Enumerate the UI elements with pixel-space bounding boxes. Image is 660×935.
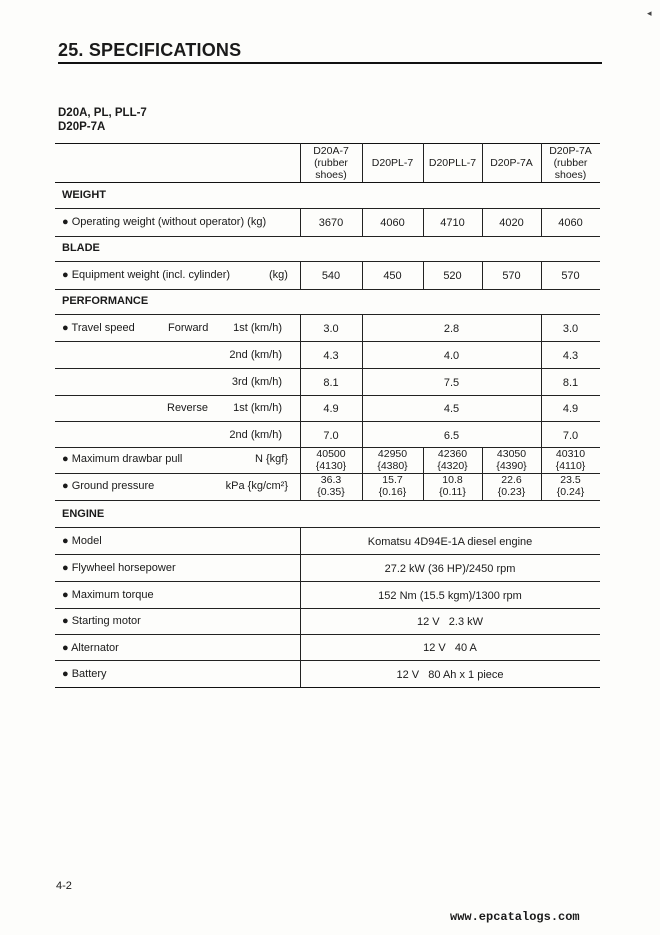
speed-value: 8.1 (562, 377, 579, 389)
models-line-1: D20A, PL, PLL-7 (58, 107, 147, 119)
rule (55, 143, 600, 144)
speed-value: 3.0 (562, 323, 579, 335)
rule (55, 687, 600, 688)
travel-reverse-label: Reverse (167, 402, 208, 414)
page-title: 25. SPECIFICATIONS (58, 40, 242, 60)
header-d20a-7 (300, 145, 362, 181)
footer-url[interactable]: www.epcatalogs.com (450, 910, 580, 924)
speed-value: 4.9 (323, 403, 339, 415)
starting-motor-label: ● Starting motor (62, 615, 141, 627)
section-engine: ENGINE (62, 508, 105, 520)
value-line: {0.11} (439, 486, 466, 498)
value-line: {0.24} (556, 486, 585, 498)
header-d20pl-7: D20PL-7 (371, 157, 414, 169)
rule (55, 608, 600, 609)
drawbar-unit: N {kgf} (254, 453, 288, 465)
rule (55, 341, 600, 342)
value-line: {4390} (496, 460, 527, 472)
operating-weight-value: 3670 (318, 217, 344, 229)
speed-value: 3.0 (323, 323, 339, 335)
equipment-weight-value: 450 (383, 270, 402, 282)
value-line: {4380} (377, 460, 408, 472)
max-torque-value: 152 Nm (15.5 kgm)/1300 rpm (378, 590, 522, 602)
section-performance: PERFORMANCE (62, 295, 149, 307)
rule (55, 289, 600, 290)
engine-model-value: Komatsu 4D94E-1A diesel engine (367, 536, 533, 548)
speed-value: 4.0 (443, 350, 460, 362)
equipment-weight-value: 570 (561, 270, 580, 282)
ground-pressure-value (300, 474, 362, 498)
header-d20pll-7: D20PLL-7 (428, 157, 477, 169)
ground-pressure-label: ● Ground pressure (62, 480, 155, 492)
header-text: D20A-7 (313, 145, 349, 157)
operating-weight-value: 4060 (380, 217, 405, 229)
value-line: {4320} (437, 460, 468, 472)
header-d20p-7a: D20P-7A (490, 157, 533, 169)
header-text: (rubber (314, 157, 348, 169)
ground-pressure-value (423, 474, 482, 498)
col-rule (300, 527, 301, 687)
speed-value: 4.3 (562, 350, 579, 362)
rule (55, 368, 600, 369)
rule (55, 182, 600, 183)
ground-pressure-value (482, 474, 541, 498)
rule (55, 581, 600, 582)
travel-forward-label: Forward (168, 322, 209, 334)
rule (55, 208, 600, 209)
speed-value: 4.9 (562, 403, 579, 415)
section-blade: BLADE (62, 242, 100, 254)
header-text: shoes) (315, 169, 347, 181)
drawbar-label: ● Maximum drawbar pull (62, 453, 183, 465)
value-line: {4110} (555, 460, 586, 472)
speed-value: 4.3 (323, 350, 339, 362)
value-line: {0.16} (378, 486, 407, 498)
header-text: shoes) (554, 169, 587, 181)
drawbar-value (423, 448, 482, 472)
gear-label: 1st (km/h) (233, 322, 282, 334)
ground-pressure-unit: kPa {kg/cm²} (225, 480, 288, 492)
models-line-2: D20P-7A (58, 121, 106, 133)
gear-label: 2nd (km/h) (229, 349, 282, 361)
page-number: 4-2 (56, 880, 72, 892)
value-line: 40310 (555, 448, 586, 460)
starting-motor-value: 12 V 2.3 kW (416, 616, 484, 628)
value-line: {0.35} (317, 486, 345, 498)
travel-speed-label: ● Travel speed (62, 322, 135, 334)
ground-pressure-value (541, 474, 600, 498)
speed-value: 6.5 (443, 430, 460, 442)
rule (55, 314, 600, 315)
alternator-label: ● Alternator (62, 642, 119, 654)
speed-value: 8.1 (323, 377, 339, 389)
equipment-weight-value: 570 (502, 270, 521, 282)
drawbar-value (482, 448, 541, 472)
operating-weight-value: 4060 (558, 217, 583, 229)
rule (55, 634, 600, 635)
speed-value: 7.0 (323, 430, 339, 442)
rule (55, 660, 600, 661)
value-line: 36.3 (320, 474, 342, 486)
model-list (58, 106, 147, 134)
value-line: 15.7 (382, 474, 403, 486)
header-d20p-7a-rubber (541, 145, 600, 181)
equipment-weight-value: 540 (321, 270, 341, 282)
ground-pressure-value (362, 474, 423, 498)
equipment-weight-unit: (kg) (269, 269, 288, 281)
equipment-weight-label: ● Equipment weight (incl. cylinder) (62, 269, 231, 281)
value-line: 42360 (437, 448, 468, 460)
value-line: {0.23} (497, 486, 526, 498)
value-line: 10.8 (442, 474, 463, 486)
speed-value: 7.5 (443, 377, 460, 389)
title-rule (58, 62, 602, 64)
value-line: 42950 (377, 448, 408, 460)
rule (55, 395, 600, 396)
rule (55, 421, 600, 422)
operating-weight-label: ● Operating weight (without operator) (kg) (62, 216, 267, 228)
rule (55, 500, 600, 501)
max-torque-label: ● Maximum torque (62, 589, 154, 601)
rule (55, 527, 600, 528)
gear-label: 2nd (km/h) (229, 429, 282, 441)
value-line: 22.6 (501, 474, 522, 486)
engine-model-label: ● Model (62, 535, 102, 547)
equipment-weight-value: 520 (443, 270, 462, 282)
value-line: {4130} (315, 460, 347, 472)
speed-value: 2.8 (443, 323, 460, 335)
header-text: D20P-7A (549, 145, 592, 157)
value-line: 40500 (316, 448, 346, 460)
drawbar-value (541, 448, 600, 472)
corner-mark: ◂ (647, 8, 652, 18)
drawbar-value (362, 448, 423, 472)
rule (55, 554, 600, 555)
gear-label: 1st (km/h) (233, 402, 282, 414)
value-line: 23.5 (560, 474, 581, 486)
rule (55, 236, 600, 237)
battery-label: ● Battery (62, 668, 107, 680)
gear-label: 3rd (km/h) (231, 376, 282, 388)
section-weight: WEIGHT (62, 189, 106, 201)
battery-value: 12 V 80 Ah x 1 piece (396, 669, 504, 681)
drawbar-value (300, 448, 362, 472)
header-text: (rubber (553, 157, 588, 169)
operating-weight-value: 4020 (499, 217, 524, 229)
value-line: 43050 (496, 448, 527, 460)
speed-value: 4.5 (443, 403, 460, 415)
flywheel-hp-value: 27.2 kW (36 HP)/2450 rpm (384, 563, 516, 575)
flywheel-hp-label: ● Flywheel horsepower (62, 562, 176, 574)
speed-value: 7.0 (562, 430, 579, 442)
operating-weight-value: 4710 (440, 217, 465, 229)
alternator-value: 12 V 40 A (423, 642, 477, 654)
rule (55, 261, 600, 262)
